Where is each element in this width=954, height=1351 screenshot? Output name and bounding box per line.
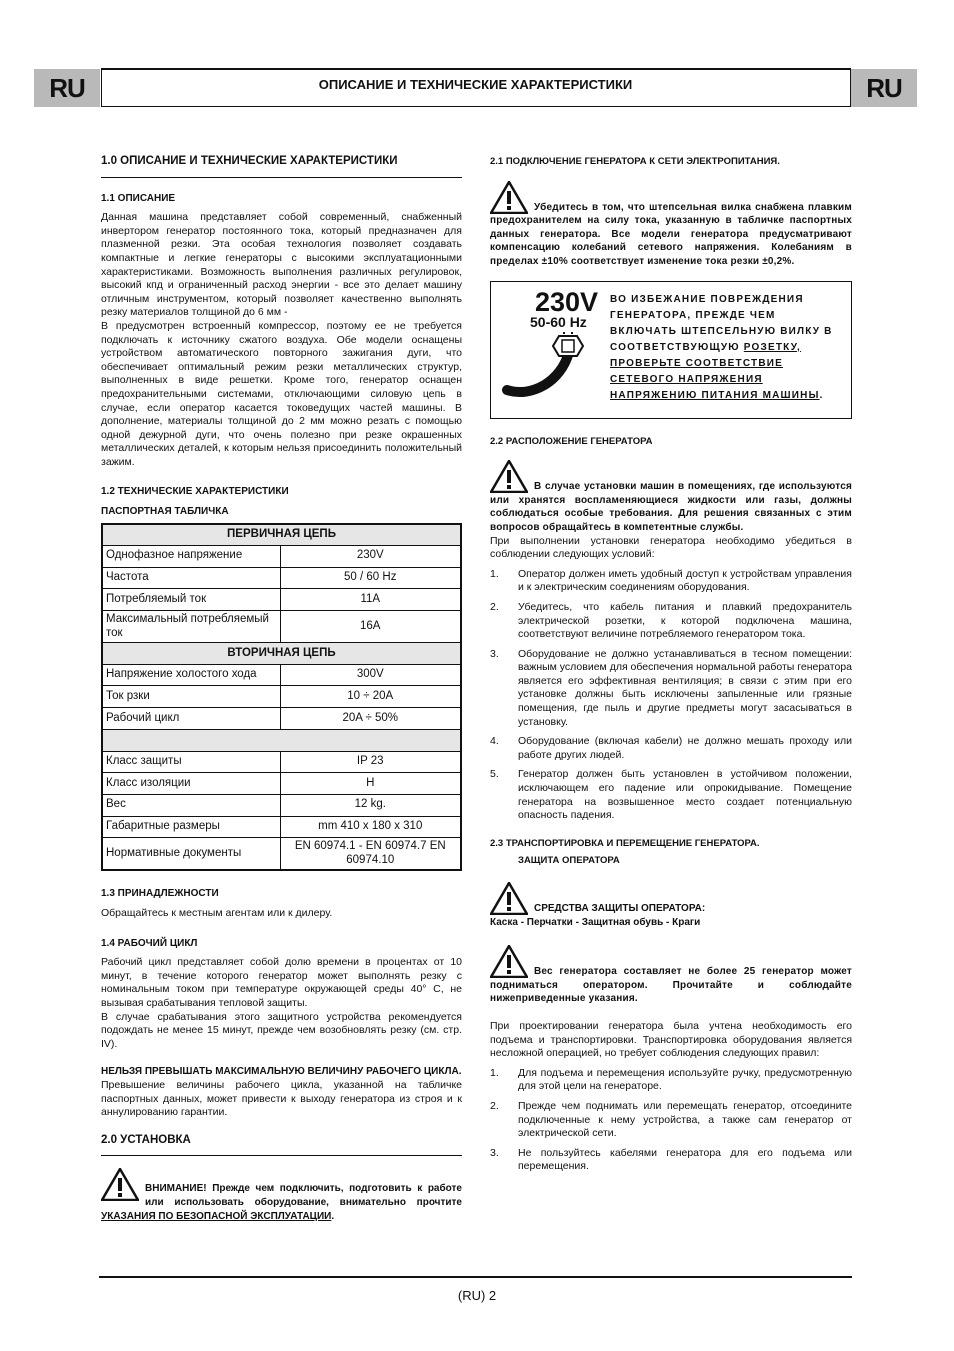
header-rule-bottom — [101, 106, 850, 107]
plug-notice-box: 230V 50-60 Hz ВО ИЗБЕЖАНИЕ ПОВРЕЖДЕНИЯ ГЕНЕРАТОРА, ПРЕЖДЕ ЧЕМ ВКЛЮЧАТЬ ШТЕПСЕЛЬНУЮ ВИЛКУ В СООТВЕТСТВУЮЩУЮ РОЗЕТКУ, ПРОВЕРЬТЕ СООТВЕТСТВИЕ СЕТЕВОГО НАПРЯЖЕНИЯ НАПРЯЖЕНИЮ ПИТАНИЯ МАШИНЫ. — [490, 281, 852, 419]
section-2-3-subtitle: ЗАЩИТА ОПЕРАТОРА — [518, 855, 620, 867]
transport-rules-list — [490, 1067, 852, 1174]
table-row — [102, 686, 461, 708]
table-cell-label: Потребляемый ток — [102, 589, 280, 611]
table-row — [102, 816, 461, 838]
plug-notice-underlined: РОЗЕТКУ, ПРОВЕРЬТЕ СООТВЕТСТВИЕ СЕТЕВОГО НАПРЯЖЕНИЯ НАПРЯЖЕНИЮ ПИТАНИЯ МАШИНЫ — [610, 341, 820, 401]
location-conditions-list — [490, 568, 852, 823]
list-number: 2. — [490, 1099, 499, 1112]
table-row — [102, 610, 461, 642]
warning-triangle-icon — [490, 181, 528, 214]
installation-warning: ВНИМАНИЕ! Прежде чем подключить, подготовить к работе или использовать оборудование, внимательно прочтите УКАЗАНИЯ ПО БЕЗОПАСНОЙ ЭКСПЛУАТАЦИИ. — [101, 1168, 462, 1223]
list-item — [490, 1147, 852, 1174]
warning-triangle-icon — [490, 882, 528, 915]
table-cell-label: Ток рзки — [102, 686, 280, 708]
page-number: (RU) 2 — [457, 1288, 497, 1303]
list-item-text: Оборудование (включая кабели) не должно мешать проходу или работе других людей. — [518, 735, 852, 761]
table-cell-label: Класс изоляции — [102, 773, 280, 795]
duty-cycle-paragraph-3: Превышение величины рабочего цикла, указанной на табличке паспортных данных, может привести к выходу генератора из строя и к аннулированию гарантии. — [101, 1079, 462, 1119]
table-row — [102, 545, 461, 567]
list-number: 3. — [490, 647, 499, 660]
table-cell-value: 20A ÷ 50% — [280, 708, 461, 730]
table-cell-value: IP 23 — [280, 751, 461, 773]
spec-table — [101, 523, 462, 872]
table-row — [102, 567, 461, 589]
accessories-text: Обращайтесь к местным агентам или к дилеру. — [101, 907, 333, 920]
table-section-header: ВТОРИЧНАЯ ЦЕПЬ — [102, 643, 461, 665]
table-row — [102, 664, 461, 686]
list-item-text: Оператор должен иметь удобный доступ к устройствам управления и к электрическим соединениям оборудования. — [518, 567, 852, 594]
table-cell-value: 230V — [280, 545, 461, 567]
mains-warning-text: Убедитесь в том, что штепсельная вилка снабжена плавким предохранителем на силу тока, указанную в табличке паспортных данных генератора. Все модели генератора предусматривают компенсацию колебаний сетевого напряжения. Колебаниям в пределах ±10% соответствует изменение тока резки ±0,2%. — [490, 201, 852, 267]
header-divider-right — [850, 68, 851, 107]
table-cell-label: Габаритные размеры — [102, 816, 280, 838]
warning-triangle-icon — [101, 1168, 139, 1201]
duty-cycle-warning: НЕЛЬЗЯ ПРЕВЫШАТЬ МАКСИМАЛЬНУЮ ВЕЛИЧИНУ РАБОЧЕГО ЦИКЛА. — [101, 1066, 462, 1078]
table-cell-label: Максимальный потребляемый ток — [102, 610, 280, 642]
list-item — [490, 648, 852, 730]
table-blank-row — [102, 729, 461, 751]
list-number: 1. — [490, 567, 499, 580]
left-column — [101, 150, 462, 1223]
list-item-text: Прежде чем поднимать или перемещать генератор, отсоедините подключенные к нему устройства, а также сам генератор от электрической сети. — [518, 1099, 852, 1140]
table-cell-value: 50 / 60 Hz — [280, 567, 461, 589]
list-number: 1. — [490, 1066, 499, 1079]
table-row — [102, 794, 461, 816]
table-cell-value: mm 410 x 180 x 310 — [280, 816, 461, 838]
table-row — [102, 589, 461, 611]
list-item — [490, 601, 852, 642]
plug-icon — [501, 332, 591, 412]
list-number: 2. — [490, 600, 499, 613]
table-cell-label: Вес — [102, 794, 280, 816]
table-cell-value: H — [280, 773, 461, 795]
lang-badge-right: RU — [851, 69, 917, 107]
page-title: ОПИСАНИЕ И ТЕХНИЧЕСКИЕ ХАРАКТЕРИСТИКИ — [318, 77, 633, 92]
list-number: 4. — [490, 735, 499, 748]
right-column — [490, 150, 852, 1180]
section-2-1-title: 2.1 ПОДКЛЮЧЕНИЕ ГЕНЕРАТОРА К СЕТИ ЭЛЕКТРОПИТАНИЯ. — [490, 156, 780, 167]
duty-cycle-paragraph-2: В случае срабатывания этого защитного устройства рекомендуется подождать не менее 15 минут, прежде чем возобновлять резку (см. стр. IV). — [101, 1010, 462, 1050]
mains-warning — [490, 181, 852, 269]
list-item — [490, 1067, 852, 1094]
list-item-text: Убедитесь, что кабель питания и плавкий предохранитель электрической розетки, к которой подключена машина, соответствуют величине потребляемого генератором тока. — [518, 600, 852, 641]
ppe-warning-title: СРЕДСТВА ЗАЩИТЫ ОПЕРАТОРА: — [534, 903, 706, 914]
table-cell-value: 300V — [280, 664, 461, 686]
section-2-3-title: 2.3 ТРАНСПОРТИРОВКА И ПЕРЕМЕЩЕНИЕ ГЕНЕРАТОРА. — [490, 837, 760, 849]
location-warning — [490, 460, 852, 534]
table-cell-label: Класс защиты — [102, 751, 280, 773]
header-rule-top — [101, 68, 850, 70]
list-number: 3. — [490, 1146, 499, 1159]
duty-cycle-paragraph-1: Рабочий цикл представляет собой долю времени в процентах от 10 минут, в течение которого генератор может выполнять резку с номинальным током при температуре окружающей среды 40° С, не вызывая срабатывания тепловой защиты. — [101, 956, 462, 1010]
nameplate-subtitle: ПАСПОРТНАЯ ТАБЛИЧКА — [101, 506, 229, 518]
table-cell-value: 16A — [280, 610, 461, 642]
plug-notice-text: ВО ИЗБЕЖАНИЕ ПОВРЕЖДЕНИЯ ГЕНЕРАТОРА, ПРЕЖДЕ ЧЕМ ВКЛЮЧАТЬ ШТЕПСЕЛЬНУЮ ВИЛКУ В СООТВЕТСТВУЮЩУЮ — [610, 293, 833, 353]
ppe-warning — [490, 882, 852, 929]
list-item-text: Оборудование не должно устанавливаться в тесном помещении: важным условием для обеспечения нормальной работы генератора является его эффективная вентиляция; в связи с этим при его установке должны быть исключены запыленные или грязные помещения, где пыль и другие предметы могут засасываться в установку. — [518, 647, 852, 728]
list-item — [490, 1100, 852, 1141]
table-cell-label: Рабочий цикл — [102, 708, 280, 730]
plug-frequency: 50-60 Hz — [530, 313, 587, 330]
installation-warning-text: ВНИМАНИЕ! Прежде чем подключить, подготовить к работе или использовать оборудование, внимательно прочтите — [145, 1183, 462, 1208]
section-1-0-title: 1.0 ОПИСАНИЕ И ТЕХНИЧЕСКИЕ ХАРАКТЕРИСТИКИ — [101, 155, 462, 178]
section-2-0-title: 2.0 УСТАНОВКА — [101, 1134, 462, 1157]
table-cell-value: 11A — [280, 589, 461, 611]
weight-warning — [490, 945, 852, 1006]
plug-voltage: 230V — [535, 286, 599, 317]
safety-instructions-link: УКАЗАНИЯ ПО БЕЗОПАСНОЙ ЭКСПЛУАТАЦИИ — [101, 1210, 332, 1222]
table-cell-value: EN 60974.1 - EN 60974.7 EN 60974.10 — [280, 838, 461, 871]
table-row — [102, 838, 461, 871]
table-cell-value: 12 kg. — [280, 794, 461, 816]
location-warning-text: В случае установки машин в помещениях, где используются или хранятся воспламеняющиеся жидкости или газы, должны соблюдаться особые требования. Для решения связанных с этим вопросов обращайтесь в компетентные службы. — [490, 481, 852, 533]
section-1-4-title: 1.4 РАБОЧИЙ ЦИКЛ — [101, 937, 198, 949]
section-1-2-title: 1.2 ТЕХНИЧЕСКИЕ ХАРАКТЕРИСТИКИ — [101, 486, 289, 498]
table-section-header: ПЕРВИЧНАЯ ЦЕПЬ — [102, 524, 461, 546]
list-item-text: Не пользуйтесь кабелями генератора для его подъема или перемещения. — [518, 1146, 852, 1173]
list-item — [490, 768, 852, 822]
footer-rule — [99, 1276, 852, 1278]
list-item — [490, 568, 852, 595]
table-row — [102, 773, 461, 795]
warning-triangle-icon — [490, 945, 528, 978]
list-item-text: Для подъема и перемещения используйте ручку, предусмотренную для этой цели на генераторе. — [518, 1066, 852, 1093]
lang-badge-left: RU — [34, 69, 100, 107]
table-cell-label: Однофазное напряжение — [102, 545, 280, 567]
description-paragraph-1: Данная машина представляет собой современный, снабженный инвертором генератор постоянного тока, который предназначен для плазменной резки. Эта особая технология позволяет создавать компактные и легкие генераторы с высокими эксплуатационными характеристиками. Возможность выполнения различных регулировок, высокий кпд и ограниченный расход энергии - все это делает машину отличным инструментом, который позволяет качественно выполнять резку материалов толщиной до 6 мм - — [101, 211, 462, 319]
description-paragraph-2: В предусмотрен встроенный компрессор, поэтому ее не требуется подключать к источнику сжатого воздуха. Обе модели оснащены устройством автоматического повторного зажигания дуги, что обеспечивает оптимальный режим резки металлических структур, выполненных в виде решетки. Кроме того, генератор оснащен предохранительными системами, отключающими силовую цепь в случае, если оператор касается токоведущих частей машины. В дополнение, материалы толщиной до 2 мм можно резать с помощью одной дежурной дуги, что очень полезно при резке окрашенных металлических деталей, к которым нельзя присоединить положительный зажим. — [101, 319, 462, 468]
section-1-3-title: 1.3 ПРИНАДЛЕЖНОСТИ — [101, 888, 219, 900]
list-item-text: Генератор должен быть установлен в устойчивом положении, исключающем его падение или опрокидывание. Помещение генератора на возвышенное место создает потенциальную опасность падения. — [518, 768, 852, 822]
table-cell-label: Нормативные документы — [102, 838, 280, 871]
table-row — [102, 751, 461, 773]
transport-intro: При проектировании генератора была учтена необходимость его подъема и транспортировки. Транспортировка оборудования является несложной операцией, но требует соблюдения следующих правил: — [490, 1019, 852, 1060]
section-1-1-title: 1.1 ОПИСАНИЕ — [101, 192, 176, 204]
table-cell-label: Частота — [102, 567, 280, 589]
table-row — [102, 708, 461, 730]
table-cell-value: 10 ÷ 20A — [280, 686, 461, 708]
warning-triangle-icon — [490, 460, 528, 493]
location-intro: При выполнении установки генератора необходимо убедиться в соблюдении следующих условий: — [490, 534, 852, 561]
section-2-2-title: 2.2 РАСПОЛОЖЕНИЕ ГЕНЕРАТОРА — [490, 435, 653, 447]
list-item — [490, 735, 852, 762]
list-number: 5. — [490, 768, 499, 781]
table-cell-label: Напряжение холостого хода — [102, 664, 280, 686]
weight-warning-text: Вес генератора составляет не более 25 генератор может подниматься оператором. Прочитайте и соблюдайте нижеприведенные указания. — [490, 966, 852, 1005]
ppe-list: Каска - Перчатки - Защитная обувь - Краги — [490, 916, 701, 928]
